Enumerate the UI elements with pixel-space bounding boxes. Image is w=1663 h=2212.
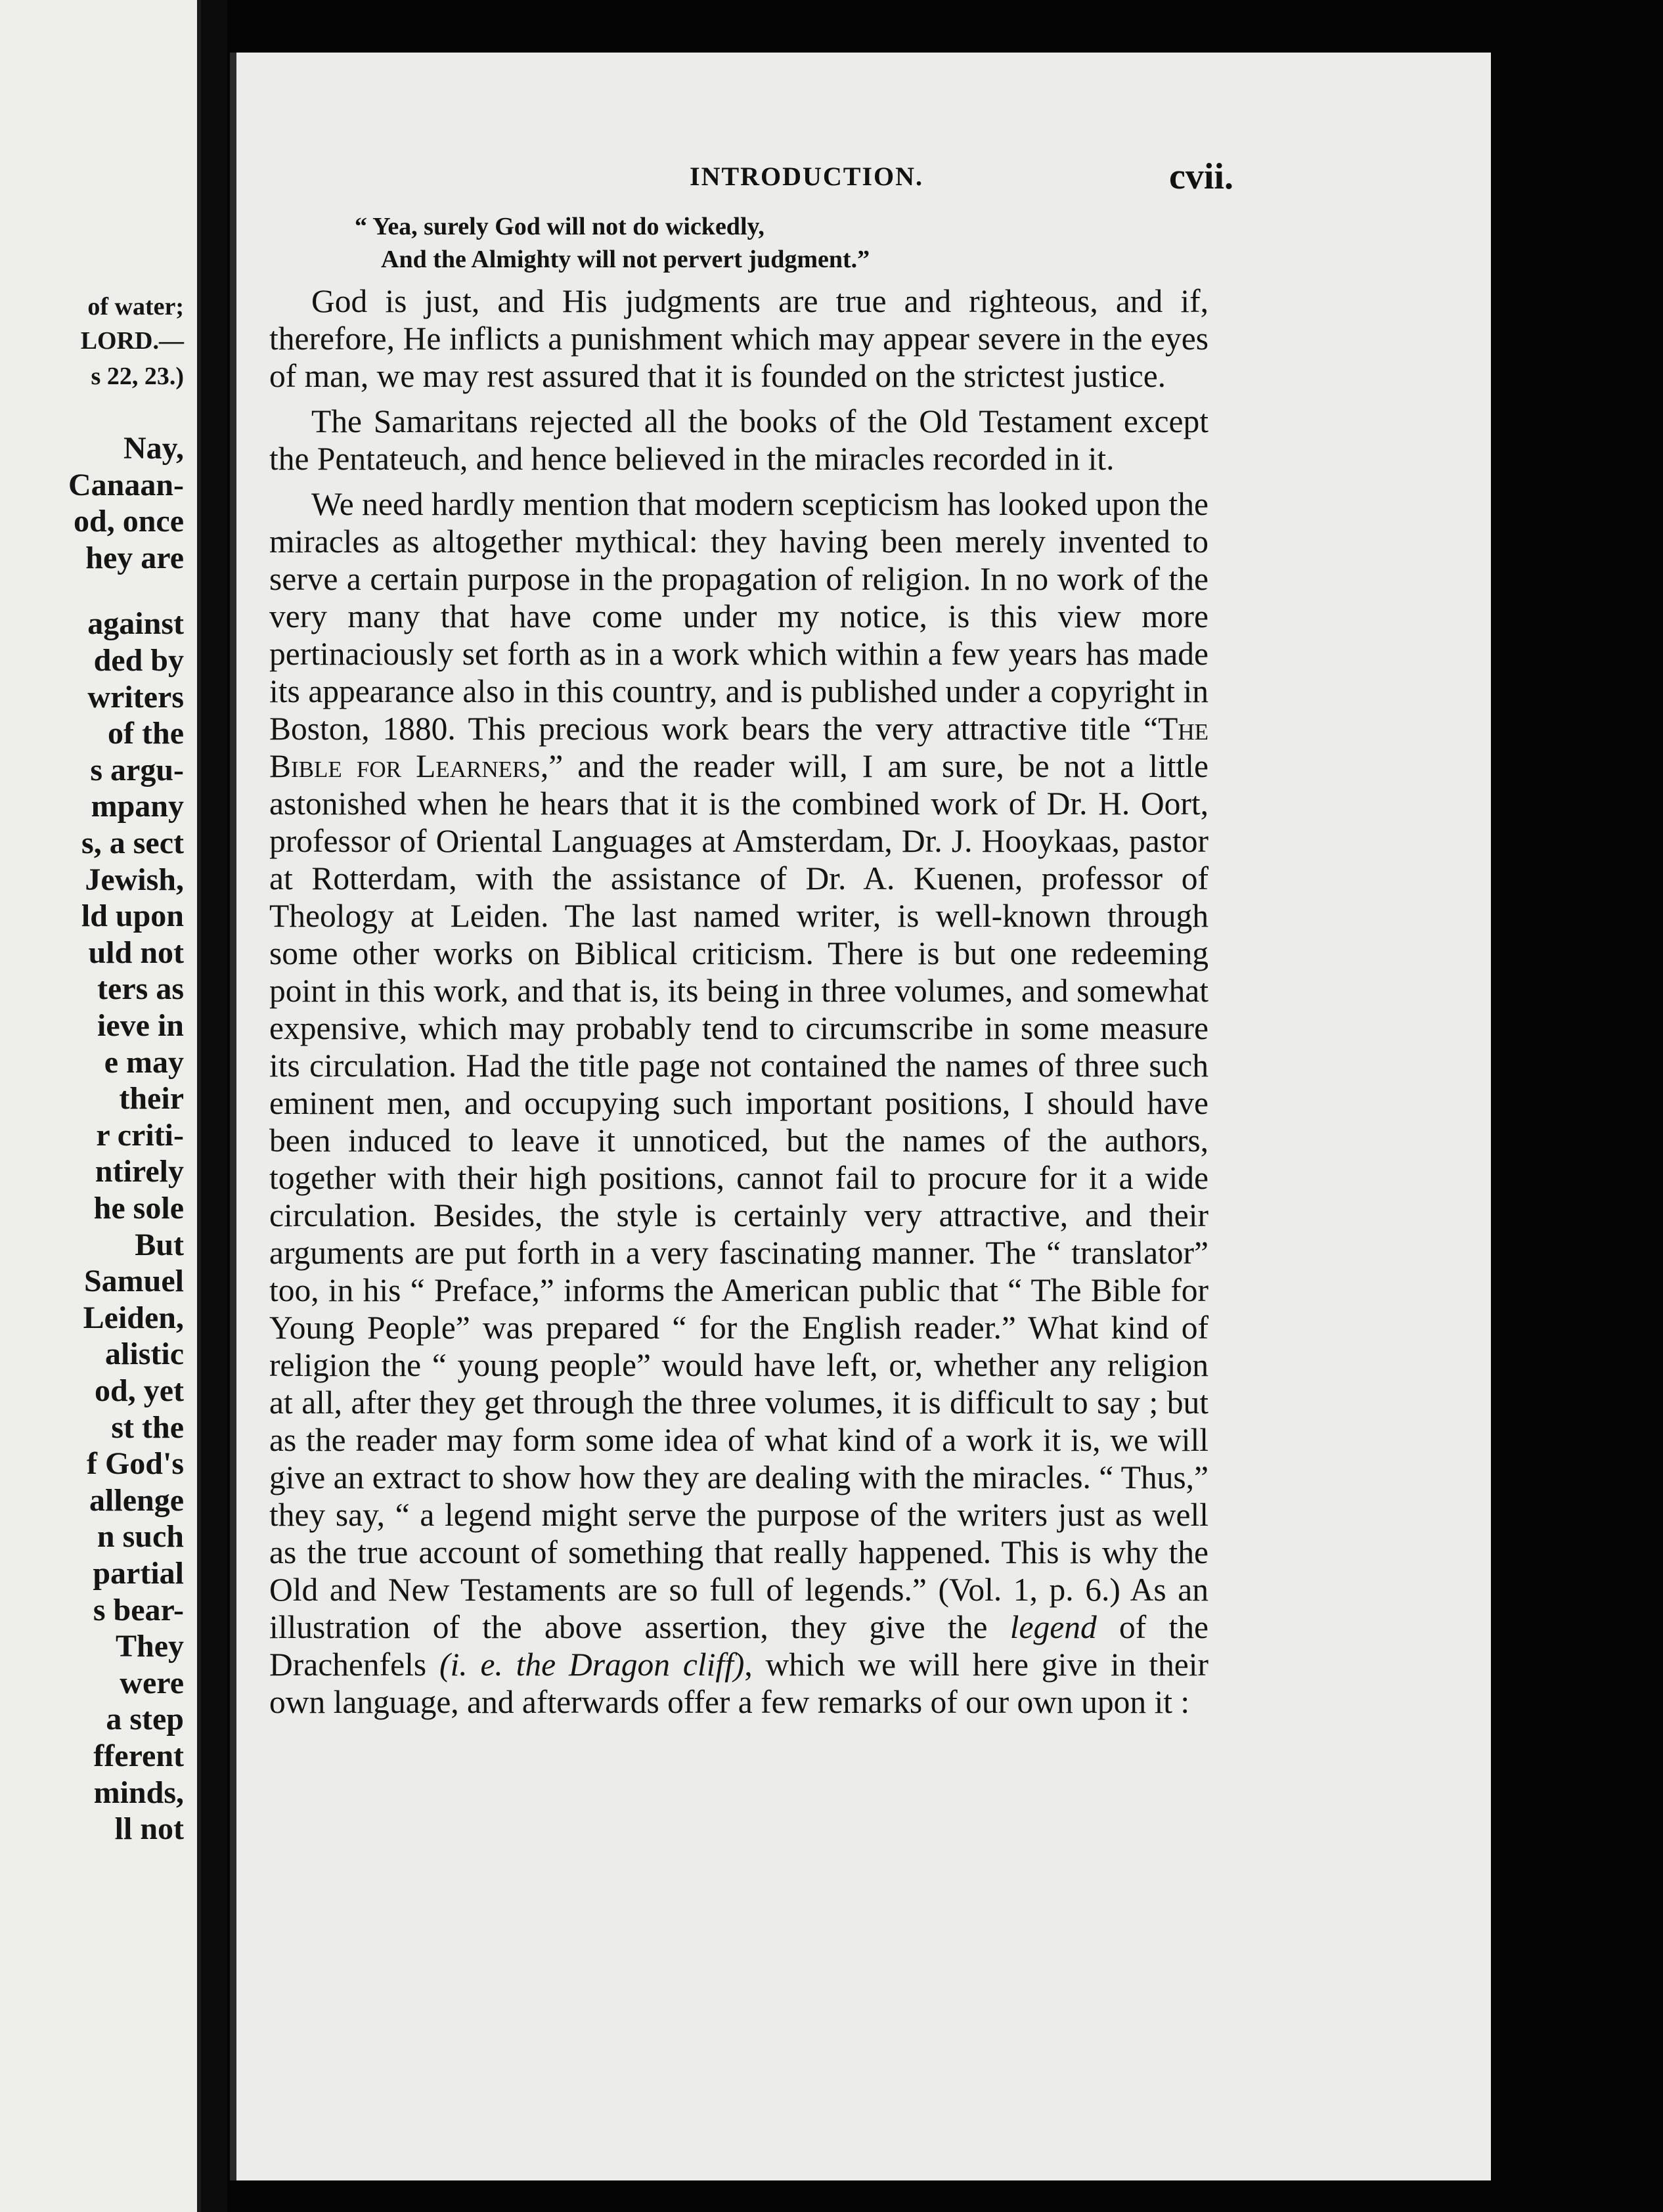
book-gutter [201,0,227,2212]
paragraph: The Samaritans rejected all the books of the Old Testament except the Pentateuch, and hence believed in the miracles recorded in it. [269,403,1208,477]
facing-page-line: writers [87,679,184,715]
facing-page-line: their [119,1081,184,1117]
text-run: , which we will here give in their own language, and afterwards offer a few remarks of our own upon it : [269,1647,1209,1720]
book-title: The Bible for Learners [269,711,1208,784]
facing-page-line: uld not [88,935,184,970]
facing-page-line: s argu- [90,752,184,787]
facing-page-line: a step [106,1702,184,1737]
facing-page-line: e may [104,1044,184,1080]
facing-page-line: s bear- [93,1592,184,1627]
facing-page-line: against [87,606,184,642]
text-run: ,” and the reader will, I am sure, be not a little astonished when he hears that it is the combined work of Dr. H. Oort, professor of Oriental Languages at Amsterdam, Dr. J. Hooykaas, pastor at Rotterdam, with the assistance of Dr. A. Kuenen, professor of Theology at Leiden. The last named writer, is well-known through some other works on Biblical criticism. There is but one redeeming point in this work, and that is, its being in three volumes, and somewhat expensive, which may probably tend to circumscribe in some measure its circulation. Had the title page not contained the names of three such eminent men, and occupying such important positions, I should have been induced to leave it unnoticed, but the names of the authors, together with their high positions, cannot fail to procure for it a wide circulation. Besides, the style is certainly very attractive, and their arguments are put forth in a very fascinating manner. The “ translator” too, in his “ Preface,” informs the American public that “ The Bible for Young People” was prepared “ for the English reader.” What kind of religion the “ young people” would have left, or, whether any religion at all, after they get through the three volumes, it is difficult to say ; but as the reader may form some idea of what kind of a work it is, we will give an extract to show how they are dealing with the miracles. “ Thus,” they say, “ a legend might serve the purpose of the writers just as well as the true account of something that really happened. This is why the Old and New Testaments are so full of legends.” (Vol. 1, p. 6.) As an illustration of the above assertion, they give the [269,748,1209,1645]
facing-page-line: ters as [97,971,184,1007]
running-head: INTRODUCTION. [690,162,924,191]
facing-page-line: st the [111,1409,184,1445]
facing-page-line: were [120,1665,184,1700]
facing-page-line: fferent [93,1738,184,1773]
facing-page-line: ld upon [81,898,184,934]
facing-page-line: ieve in [97,1008,184,1043]
paragraph [269,485,1208,1721]
body-text [269,282,1208,1729]
facing-page-line: of the [108,716,184,751]
facing-page-line: hey are [85,540,184,575]
facing-page-line: od, once [74,504,184,539]
facing-page-line: he sole [93,1191,184,1226]
facing-page-line: LORD.— [80,327,184,355]
facing-page-line: Jewish, [85,862,184,897]
facing-page-line: f God's [86,1446,184,1482]
text-run: of the Drachenfels [269,1609,1208,1683]
facing-page-line: Nay, [123,431,184,466]
facing-page-line: Samuel [83,1264,184,1299]
book-page [230,53,1491,2180]
quote-line-2: And the Almighty will not pervert judgment.” [381,246,870,273]
facing-page-line: n such [97,1519,184,1555]
paragraph: God is just, and His judgments are true and righteous, and if, therefore, He inflicts a punishment which may appear severe in the eyes of man, we may rest assured that it is founded on the strictest justice. [269,283,1208,394]
page-number: cvii. [1169,156,1233,197]
facing-page-line: od, yet [95,1373,184,1408]
facing-page-line: ll not [114,1811,184,1847]
quote-line-1: “ Yea, surely God will not do wickedly, [355,213,765,240]
facing-page-fragment [0,0,201,2212]
emphasis-dragon-cliff: (i. e. the Dragon cliff) [439,1647,745,1683]
text-run: We need hardly mention that modern scepticism has looked upon the miracles as altogether mythical: they having been merely invented to serve a certain purpose in the propagation of religion. In no work of the very many that have come under my notice, is this view more pertinaciously set forth as in a work which within a few years has made its appearance also in this country, and is published under a copyright in Boston, 1880. This precious work bears the very attractive title “ [269,486,1208,747]
facing-page-line: ded by [93,643,184,678]
facing-page-line: r criti- [96,1117,184,1153]
facing-page-line: minds, [93,1775,184,1810]
facing-page-line: of water; [87,293,184,321]
page-header [236,156,1491,213]
facing-page-line: Canaan- [68,467,184,502]
facing-page-line: Leiden, [83,1300,184,1335]
facing-page-line: allenge [89,1482,184,1518]
emphasis-legend: legend [1009,1609,1097,1645]
facing-page-line: But [135,1227,184,1262]
facing-page-line: mpany [91,789,184,824]
facing-page-line: They [115,1629,184,1664]
facing-page-line: alistic [105,1337,184,1372]
facing-page-line: ntirely [95,1154,184,1189]
facing-page-line: s 22, 23.) [91,363,184,390]
block-quote [355,210,870,276]
facing-page-line: partial [93,1556,184,1591]
facing-page-line: s, a sect [81,826,184,860]
